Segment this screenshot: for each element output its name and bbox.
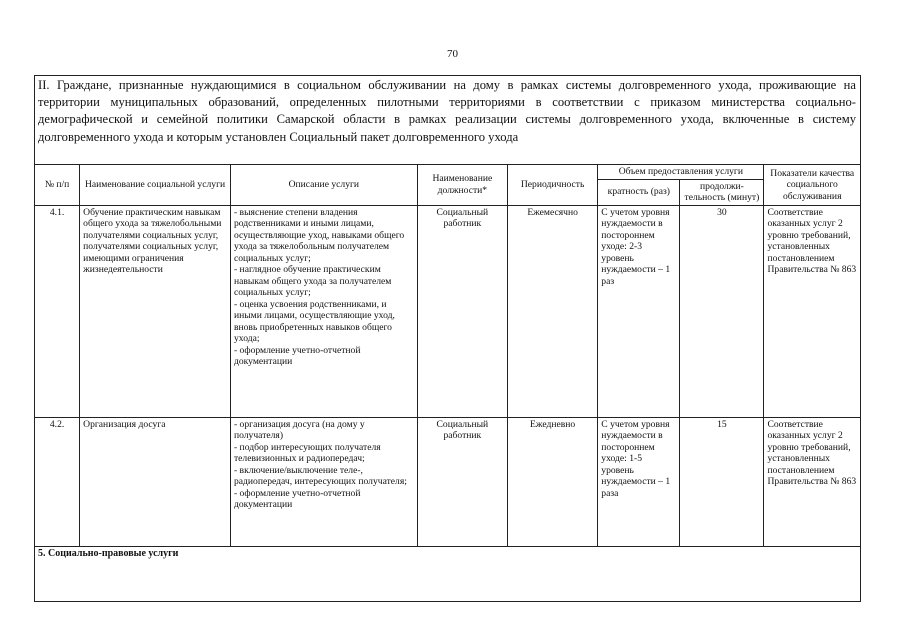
row-quality: Соответствие оказанных услуг 2 уровню требований, установленных постановлением Правительства № 863 xyxy=(764,205,861,417)
description-item: - оформление учетно-отчетной документации xyxy=(233,344,361,367)
header-description: Описание услуги xyxy=(230,165,417,206)
row-frequency: С учетом уровня нуждаемости в постороннем уходе: 2-3 уровень нуждаемости – 1 раз xyxy=(598,205,680,417)
row-frequency: С учетом уровня нуждаемости в постороннем уходе: 1-5 уровень нуждаемости – 1 раза xyxy=(598,417,680,546)
header-position: Наименование должности* xyxy=(417,165,507,206)
row-duration: 30 xyxy=(680,205,764,417)
document-frame xyxy=(34,75,861,602)
row-position: Социальный работник xyxy=(417,417,507,546)
header-quality: Показатели качества социального обслуживания xyxy=(764,165,861,206)
page-number: 70 xyxy=(447,48,458,60)
row-description xyxy=(230,205,417,417)
row-duration: 15 xyxy=(680,417,764,546)
row-num: 4.1. xyxy=(35,205,80,417)
table-header-row xyxy=(35,165,861,180)
header-duration: продолжи-тельность (минут) xyxy=(680,179,764,205)
row-periodicity: Ежемесячно xyxy=(507,205,597,417)
row-num: 4.2. xyxy=(35,417,80,546)
table-row xyxy=(35,205,861,417)
row-description xyxy=(230,417,417,546)
description-item: - выяснение степени владения родственниками и иными лицами, осуществляющие уход, навыками общего ухода за тяжелобольным получателем социальных услуг; xyxy=(233,206,405,264)
section-row xyxy=(35,546,861,563)
row-service-name: Организация досуга xyxy=(80,417,231,546)
header-volume: Объем предоставления услуги xyxy=(598,165,764,180)
description-item: - подбор интересующих получателя телевизионных и радиопередач; xyxy=(233,441,381,464)
row-position: Социальный работник xyxy=(417,205,507,417)
header-service-name: Наименование социальной услуги xyxy=(80,165,231,206)
services-table xyxy=(34,164,861,563)
header-frequency: кратность (раз) xyxy=(598,179,680,205)
description-item: - включение/выключение теле-, радиопередач, интересующих получателя; xyxy=(233,464,407,487)
table-row xyxy=(35,417,861,546)
header-num: № п/п xyxy=(35,165,80,206)
row-periodicity: Ежедневно xyxy=(507,417,597,546)
row-quality: Соответствие оказанных услуг 2 уровню требований, установленных постановлением Правительства № 863 xyxy=(764,417,861,546)
description-item: - оформление учетно-отчетной документации xyxy=(233,487,361,510)
description-item: - наглядное обучение практическим навыкам общего ухода за получателем социальных услуг; xyxy=(233,264,392,298)
description-item: - оценка усвоения родственниками, и иными лицами, осуществляющие уход, вновь приобретенных навыков общего ухода; xyxy=(233,298,395,344)
section-intro-paragraph: II. Граждане, признанные нуждающимися в социальном обслуживании на дому в рамках системы долговременного ухода, проживающие на территории муниципальных образований, определенных пилотными территориями в соответствии с приказом министерства социально-демографической и семейной политики Самарской области в рамках реализации системы долговременного ухода, включенные в систему долговременного ухода и которым установлен Социальный пакет долговременного ухода xyxy=(38,78,856,144)
section-title: 5. Социально-правовые услуги xyxy=(35,546,861,563)
description-item: - организация досуга (на дому у получателя) xyxy=(233,418,365,441)
row-service-name: Обучение практическим навыкам общего ухода за тяжелобольными получателями социальных услуг, получателями социальных услуг, имеющими ограничения жизнедеятельности xyxy=(80,205,231,417)
header-periodicity: Периодичность xyxy=(507,165,597,206)
